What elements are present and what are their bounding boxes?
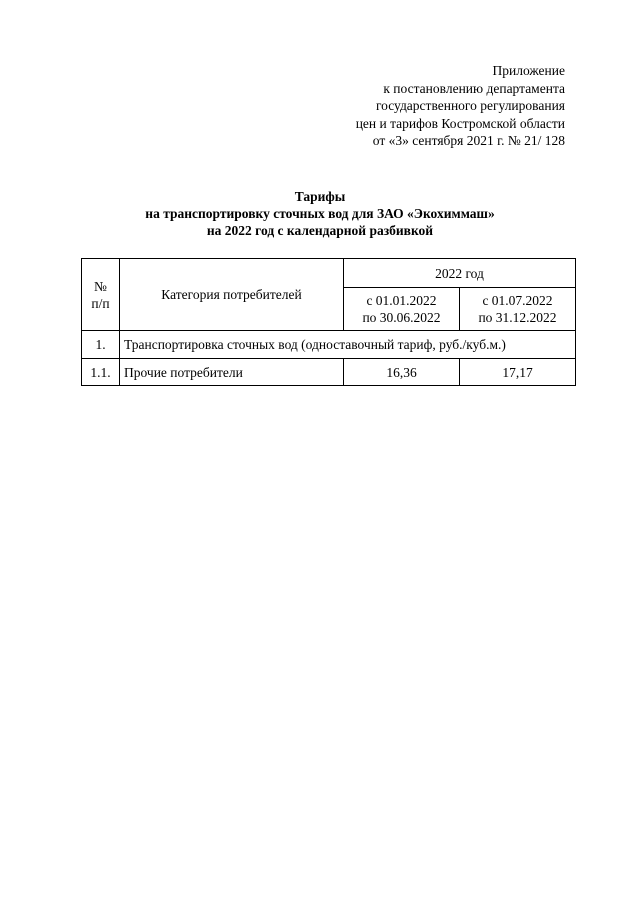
title-line-2: на транспортировку сточных вод для ЗАО «Экохиммаш» [145,206,495,221]
title-line-3: на 2022 год с календарной разбивкой [206,223,434,238]
appendix-line-4: цен и тарифов Костромской области [355,115,565,131]
appendix-line-2: к постановлению департамента [383,80,565,96]
header-period-2-cell [460,288,576,331]
tariffs-table [81,258,576,386]
period-1-start: с 01.01.2022 [366,293,437,308]
section-label-cell: Транспортировка сточных вод (одноставочный тариф, руб./куб.м.) [120,331,576,359]
period-2-end: по 31.12.2022 [478,310,557,325]
period-1-end: по 30.06.2022 [362,310,441,325]
appendix-line-1: Приложение [492,63,565,78]
table-header-row [82,259,576,288]
period-2-start: с 01.07.2022 [482,293,553,308]
header-number-line-1: № [94,278,107,294]
header-category-cell: Категория потребителей [120,259,344,331]
header-year-cell: 2022 год [344,259,576,288]
header-period-1-cell [344,288,460,331]
document-title [0,188,640,239]
row-category-cell: Прочие потребители [120,359,344,386]
appendix-block [356,62,565,150]
table-row [82,359,576,386]
header-number-cell [82,259,120,331]
table-section-row [82,331,576,359]
row-value-1-cell: 16,36 [344,359,460,386]
row-number-cell: 1.1. [82,359,120,386]
section-number-cell: 1. [82,331,120,359]
appendix-line-5: от «3» сентября 2021 г. № 21/ 128 [372,133,565,148]
header-number-line-2: п/п [91,295,110,311]
title-line-1: Тарифы [294,189,346,204]
row-value-2-cell: 17,17 [460,359,576,386]
appendix-line-3: государственного регулирования [375,98,565,113]
